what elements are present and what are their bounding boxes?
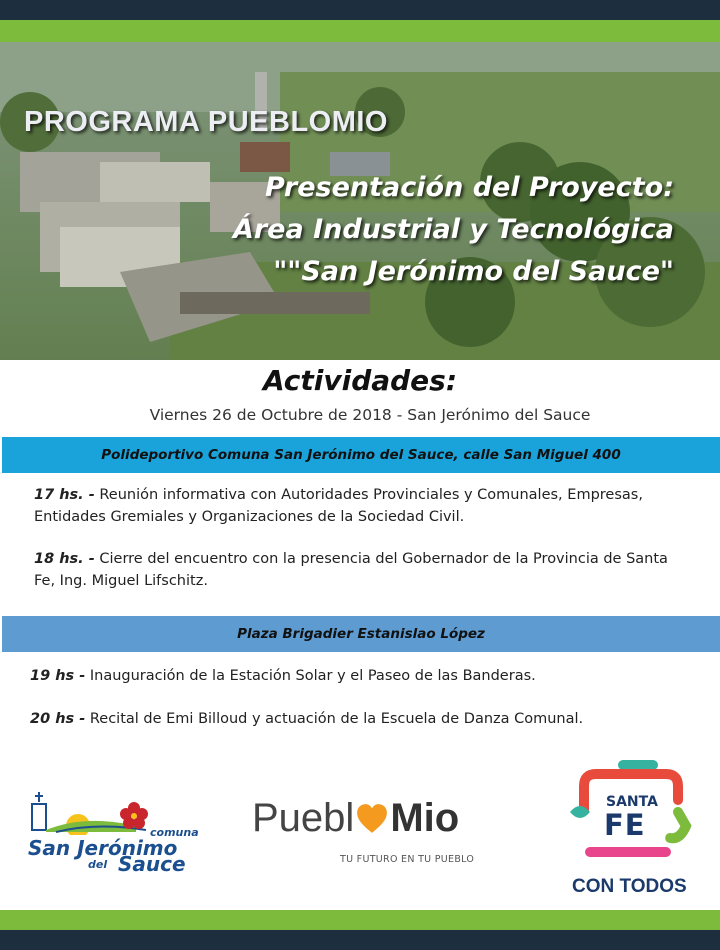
- activity-time: 18 hs. -: [34, 551, 95, 567]
- comuna-name: San Jerónimo: [28, 836, 178, 860]
- activity-description: Reunión informativa con Autoridades Provinciales y Comunales, Empresas, Entidades Gremiales y Organizaciones de la Sociedad Civil.: [34, 487, 643, 525]
- activity-description: Inauguración de la Estación Solar y el Paseo de las Banderas.: [89, 668, 536, 684]
- event-date-line: Viernes 26 de Octubre de 2018 - San Jerónimo del Sauce: [149, 406, 591, 424]
- bottom-dark-bar: [0, 930, 720, 950]
- activity-item: [34, 548, 674, 592]
- venue-banner-polideportivo: Polideportivo Comuna San Jerónimo del Sauce, calle San Miguel 400: [2, 437, 720, 473]
- hero-heading-line-1: Presentación del Proyecto:: [264, 172, 674, 203]
- activity-time: 19 hs -: [30, 668, 86, 684]
- hero-heading-line-3: ""San Jerónimo del Sauce": [273, 256, 674, 287]
- pueblomio-word-part-2: Mio: [390, 796, 460, 840]
- activity-item: [30, 708, 670, 730]
- bottom-green-bar: [0, 910, 720, 930]
- hero-heading-line-2: Área Industrial y Tecnológica: [232, 214, 674, 245]
- comuna-label: comuna: [150, 826, 199, 839]
- activity-time: 20 hs -: [30, 711, 86, 727]
- activity-item: [30, 665, 670, 687]
- heart-icon: [355, 802, 389, 836]
- program-title: PROGRAMA PUEBLOMIO: [24, 106, 388, 138]
- activity-description: Cierre del encuentro con la presencia del Gobernador de la Provincia de Santa Fe, Ing. Miguel Lifschitz.: [34, 551, 668, 589]
- comuna-san-jeronimo-logo: [26, 790, 216, 880]
- santa-label: SANTA: [606, 794, 658, 810]
- top-green-bar: [0, 20, 720, 42]
- activity-description: Recital de Emi Billoud y actuación de la Escuela de Danza Comunal.: [89, 711, 584, 727]
- venue-banner-plaza: Plaza Brigadier Estanislao López: [2, 616, 720, 652]
- santa-fe-logo: [566, 760, 692, 902]
- con-todos-label: CON TODOS: [572, 876, 687, 897]
- activities-title: Actividades:: [262, 364, 458, 397]
- comuna-sauce: Sauce: [118, 852, 186, 876]
- activity-item: [34, 484, 674, 528]
- pueblomio-logo: [248, 796, 498, 876]
- pueblomio-word-part-1: Puebl: [252, 796, 355, 840]
- pueblomio-tagline: TU FUTURO EN TU PUEBLO: [340, 854, 475, 865]
- comuna-del: del: [88, 858, 108, 871]
- hero-aerial-photo: [0, 42, 720, 360]
- activity-time: 17 hs. -: [34, 487, 95, 503]
- top-dark-bar: [0, 0, 720, 20]
- fe-label: FE: [604, 808, 646, 842]
